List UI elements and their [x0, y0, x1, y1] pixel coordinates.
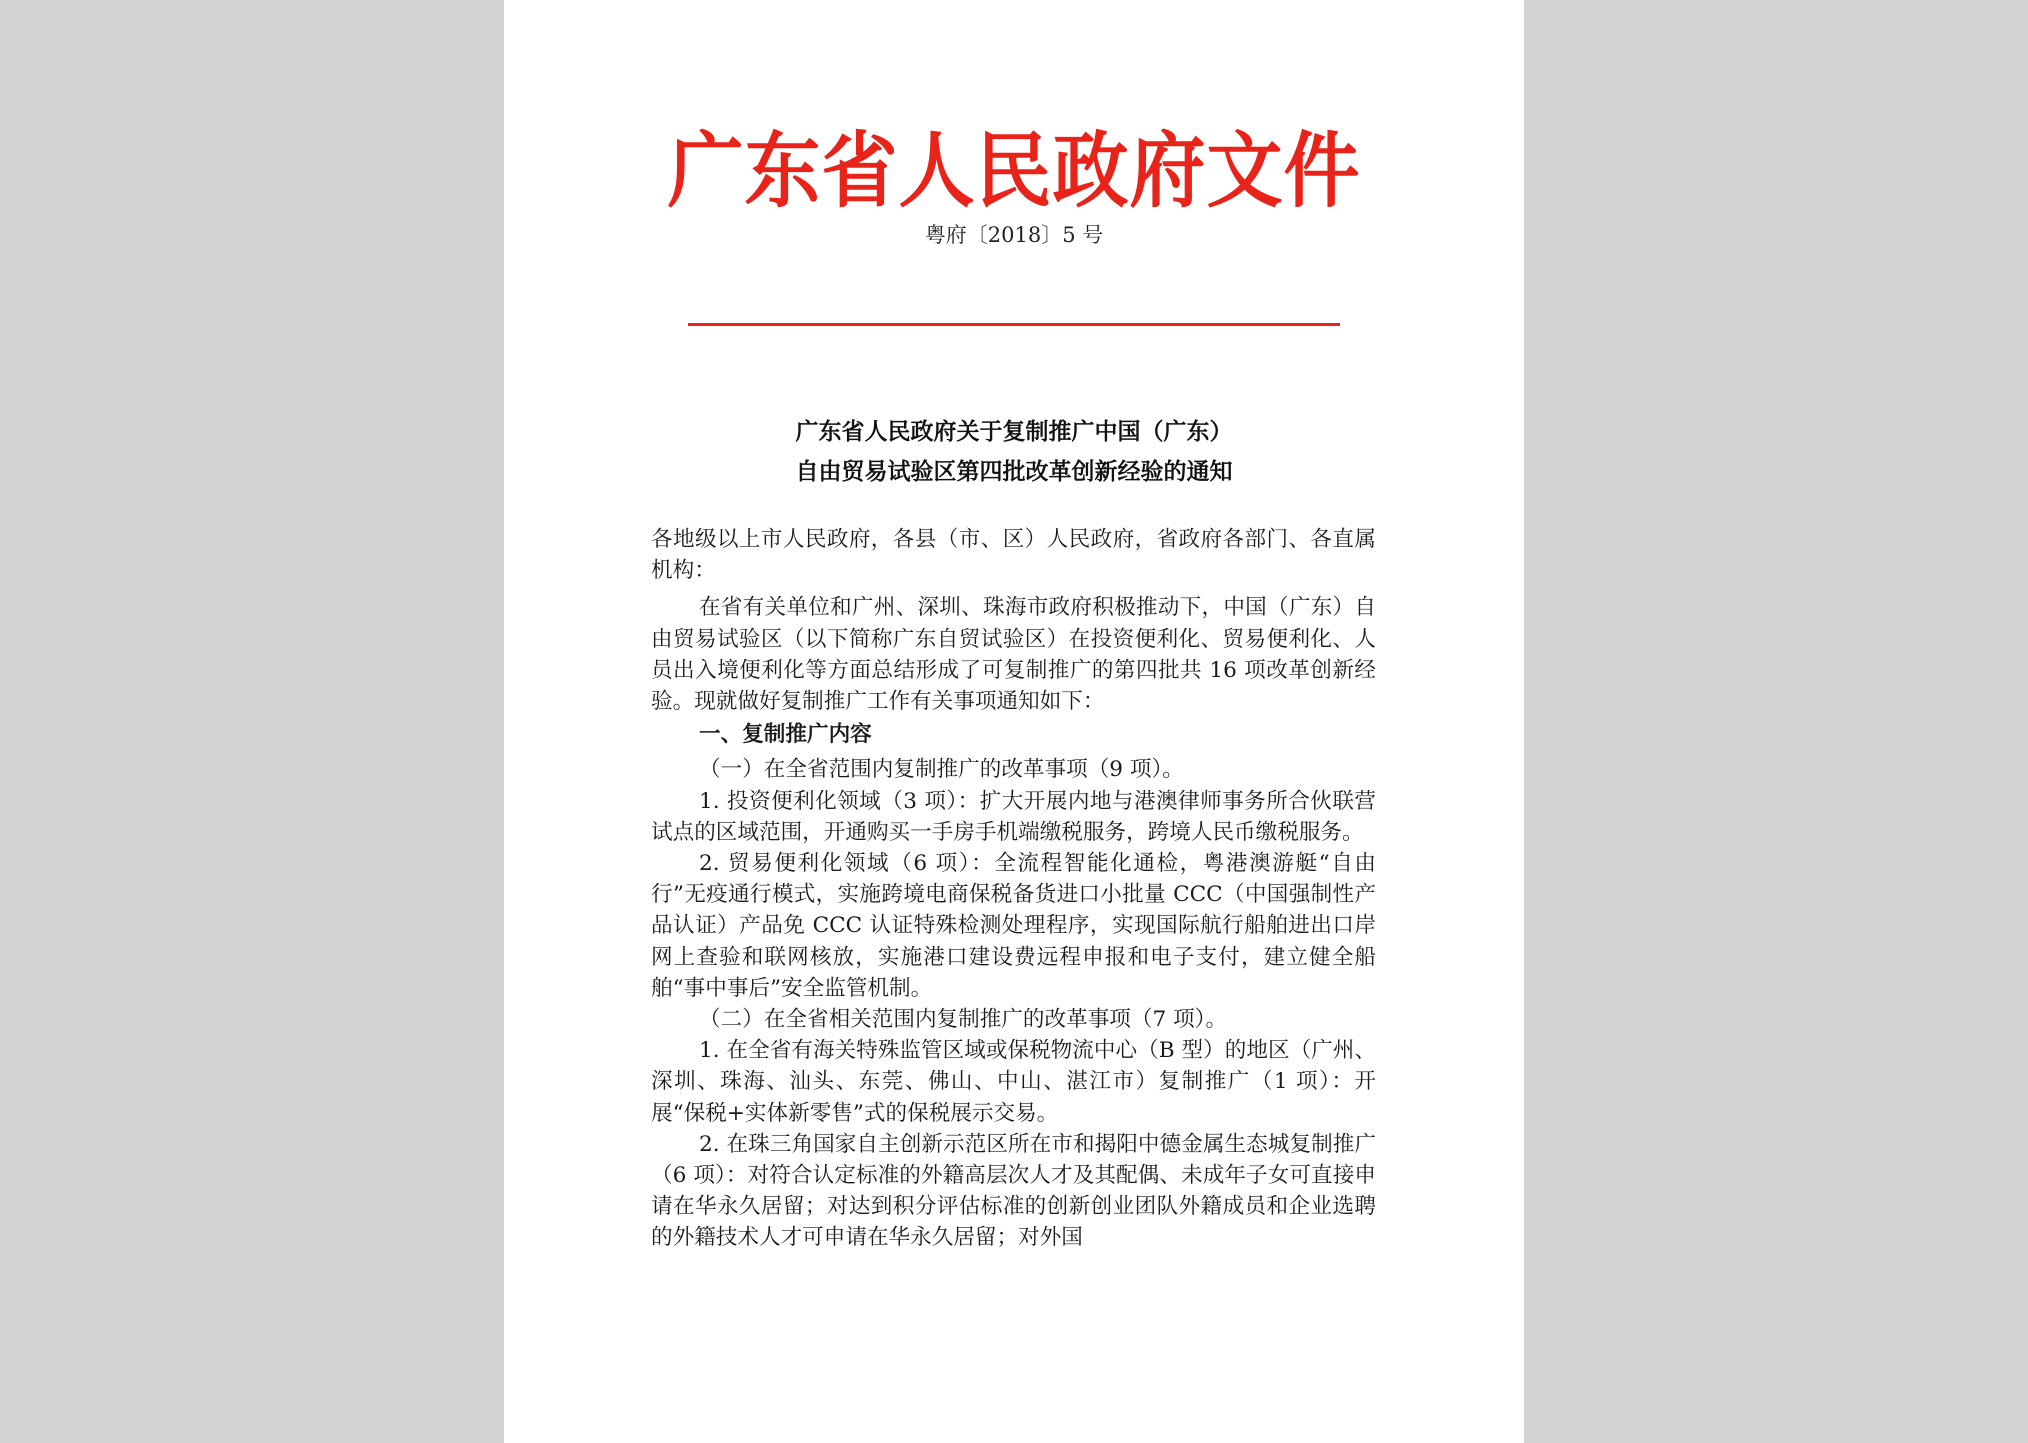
salutation: 各地级以上市人民政府，各县（市、区）人民政府，省政府各部门、各直属机构：: [651, 527, 1376, 584]
title-line-2: 自由贸易试验区第四批改革创新经验的通知: [795, 458, 1233, 485]
document-body: [651, 524, 1376, 1254]
subsection-1: （一）在全省范围内复制推广的改革事项（9 项）。: [699, 757, 1184, 783]
document-number: 粤府〔2018〕5 号: [924, 223, 1104, 247]
item-1-1: 1. 投资便利化领域（3 项）：扩大开展内地与港澳律师事务所合伙联营试点的区域范围，开通购买一手房手机端缴税服务，跨境人民币缴税服务。: [651, 788, 1376, 845]
issuer-header: 广东省人民政府文件: [667, 122, 1361, 219]
red-divider-line: [688, 323, 1340, 326]
title-line-1: 广东省人民政府关于复制推广中国（广东）: [795, 418, 1233, 445]
document-page: [504, 0, 1524, 1443]
item-2-2: 2. 在珠三角国家自主创新示范区所在市和揭阳中德金属生态城复制推广（6 项）：对符合认定标准的外籍高层次人才及其配偶、未成年子女可直接申请在华永久居留；对达到积分评估标准的创新创业团队外籍成员和企业选聘的外籍技术人才可申请在华永久居留；对外国: [651, 1131, 1376, 1251]
intro-paragraph: 在省有关单位和广州、深圳、珠海市政府积极推动下，中国（广东）自由贸易试验区（以下简称广东自贸试验区）在投资便利化、贸易便利化、人员出入境便利化等方面总结形成了可复制推广的第四批共 16 项改革创新经验。现就做好复制推广工作有关事项通知如下：: [651, 595, 1376, 715]
item-2-1: 1. 在全省有海关特殊监管区域或保税物流中心（B 型）的地区（广州、深圳、珠海、汕头、东莞、佛山、中山、湛江市）复制推广（1 项）：开展“保税+实体新零售”式的保税展示交易。: [651, 1038, 1376, 1126]
section-heading: 一、复制推广内容: [699, 722, 872, 748]
item-1-2: 2. 贸易便利化领域（6 项）：全流程智能化通检，粤港澳游艇“自由行”无疫通行模式，实施跨境电商保税备货进口小批量 CCC（中国强制性产品认证）产品免 CCC 认证特殊检测处理程序，实现国际航行船舶进出口岸网上查验和联网核放，实施港口建设费远程申报和电子支付，建立健全船舶“事中事后”安全监管机制。: [651, 851, 1376, 1001]
subsection-2: （二）在全省相关范围内复制推广的改革事项（7 项）。: [699, 1007, 1228, 1033]
document-title: [504, 412, 1524, 492]
